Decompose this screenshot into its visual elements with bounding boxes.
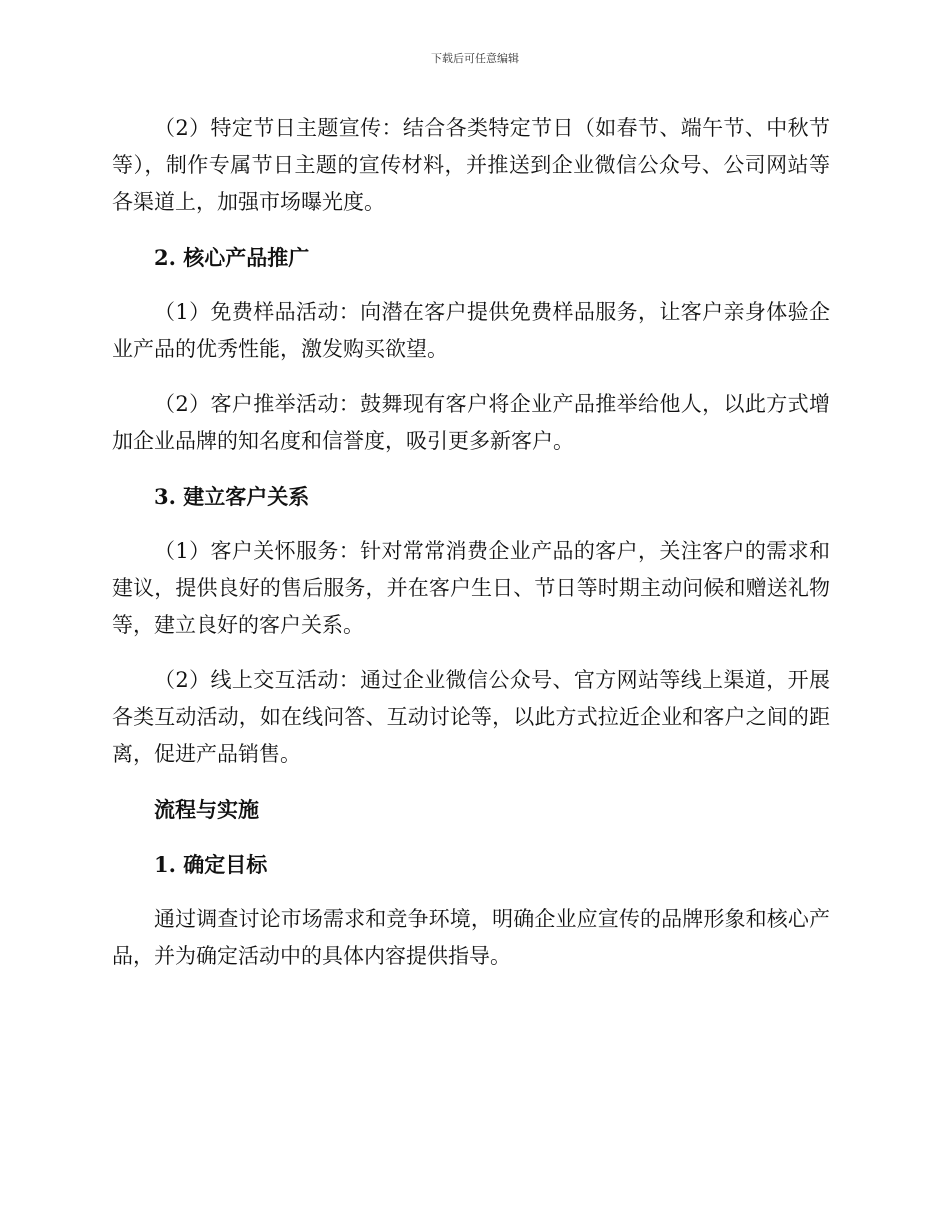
page-header: 下载后可任意编辑 (431, 52, 519, 65)
section-heading-process: 流程与实施 (154, 797, 259, 822)
paragraph-define-goals: 通过调查讨论市场需求和竞争环境，明确企业应宣传的品牌形象和核心产品，并为确定活动中的具体内容提供指导。 (112, 907, 830, 968)
section-heading-core-products: 2. 核心产品推广 (154, 245, 310, 270)
section-heading-define-goals: 1. 确定目标 (154, 852, 268, 877)
paragraph-online-interaction: （2）线上交互活动：通过企业微信公众号、官方网站等线上渠道，开展各类互动活动，如在线问答、互动讨论等，以此方式拉近企业和客户之间的距离，促进产品销售。 (112, 668, 830, 766)
paragraph-holiday-promotion: （2）特定节日主题宣传：结合各类特定节日（如春节、端午节、中秋节等），制作专属节日主题的宣传材料，并推送到企业微信公众号、公司网站等各渠道上，加强市场曝光度。 (112, 116, 830, 214)
section-heading-customer-relations: 3. 建立客户关系 (154, 484, 310, 509)
paragraph-customer-referral: （2）客户推举活动：鼓舞现有客户将企业产品推举给他人，以此方式增加企业品牌的知名度和信誉度，吸引更多新客户。 (112, 392, 830, 453)
document-body (112, 110, 830, 993)
paragraph-free-samples: （1）免费样品活动：向潜在客户提供免费样品服务，让客户亲身体验企业产品的优秀性能，激发购买欲望。 (112, 300, 830, 361)
paragraph-customer-care: （1）客户关怀服务：针对常常消费企业产品的客户，关注客户的需求和建议，提供良好的售后服务，并在客户生日、节日等时期主动问候和赠送礼物等，建立良好的客户关系。 (112, 539, 830, 637)
